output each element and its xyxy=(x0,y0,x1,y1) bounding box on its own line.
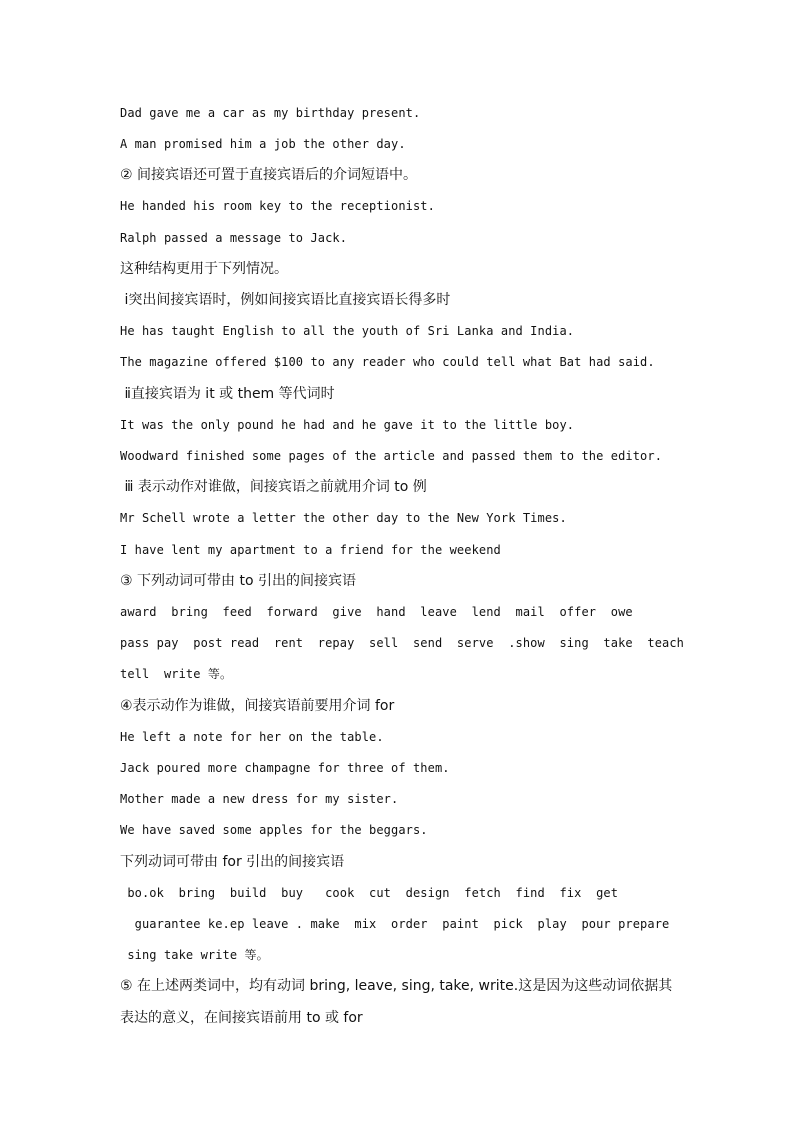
rule-heading: ③ 下列动词可带由 to 引出的间接宾语 xyxy=(120,573,356,589)
rule-heading: 下列动词可带由 for 引出的间接宾语 xyxy=(120,854,345,870)
rule-text: 表达的意义，在间接宾语前用 to 或 for xyxy=(120,1010,363,1026)
example-sentence: I have lent my apartment to a friend for the weekend xyxy=(120,543,501,557)
example-sentence: He left a note for her on the table. xyxy=(120,730,384,744)
verb-list: guarantee ke.ep leave . make mix order paint pick play pour prepare xyxy=(120,917,670,931)
example-sentence: Ralph passed a message to Jack. xyxy=(120,231,348,245)
example-sentence: He handed his room key to the receptionist. xyxy=(120,199,435,213)
verb-list: tell write 等。 xyxy=(120,667,233,681)
example-sentence: Woodward finished some pages of the article and passed them to the editor. xyxy=(120,449,663,463)
sub-rule-heading: ⅰ突出间接宾语时，例如间接宾语比直接宾语长得多时 xyxy=(120,292,451,308)
rule-heading: ② 间接宾语还可置于直接宾语后的介词短语中。 xyxy=(120,167,417,183)
example-sentence: It was the only pound he had and he gave it to the little boy. xyxy=(120,418,575,432)
example-sentence: Mother made a new dress for my sister. xyxy=(120,792,399,806)
sub-rule-heading: ⅲ 表示动作对谁做，间接宾语之前就用介词 to 例 xyxy=(120,479,427,495)
example-sentence: We have saved some apples for the beggars. xyxy=(120,823,428,837)
example-sentence: Dad gave me a car as my birthday present. xyxy=(120,106,421,120)
verb-list: award bring feed forward give hand leave lend mail offer owe xyxy=(120,605,633,619)
example-sentence: Jack poured more champagne for three of them. xyxy=(120,761,450,775)
example-sentence: He has taught English to all the youth of Sri Lanka and India. xyxy=(120,324,575,338)
sub-rule-heading: ⅱ直接宾语为 it 或 them 等代词时 xyxy=(120,386,335,402)
rule-heading: ④表示动作为谁做，间接宾语前要用介词 for xyxy=(120,698,395,714)
verb-list: bo.ok bring build buy cook cut design fetch find fix get xyxy=(120,886,619,900)
example-sentence: Mr Schell wrote a letter the other day to the New York Times. xyxy=(120,511,567,525)
rule-text: 这种结构更用于下列情况。 xyxy=(120,261,288,277)
rule-heading: ⑤ 在上述两类词中，均有动词 bring, leave, sing, take, write.这是因为这些动词依据其 xyxy=(120,978,673,994)
verb-list: pass pay post read rent repay sell send serve .show sing take teach xyxy=(120,636,684,650)
example-sentence: The magazine offered $100 to any reader who could tell what Bat had said. xyxy=(120,355,655,369)
verb-list: sing take write 等。 xyxy=(120,948,269,962)
example-sentence: A man promised him a job the other day. xyxy=(120,137,406,151)
